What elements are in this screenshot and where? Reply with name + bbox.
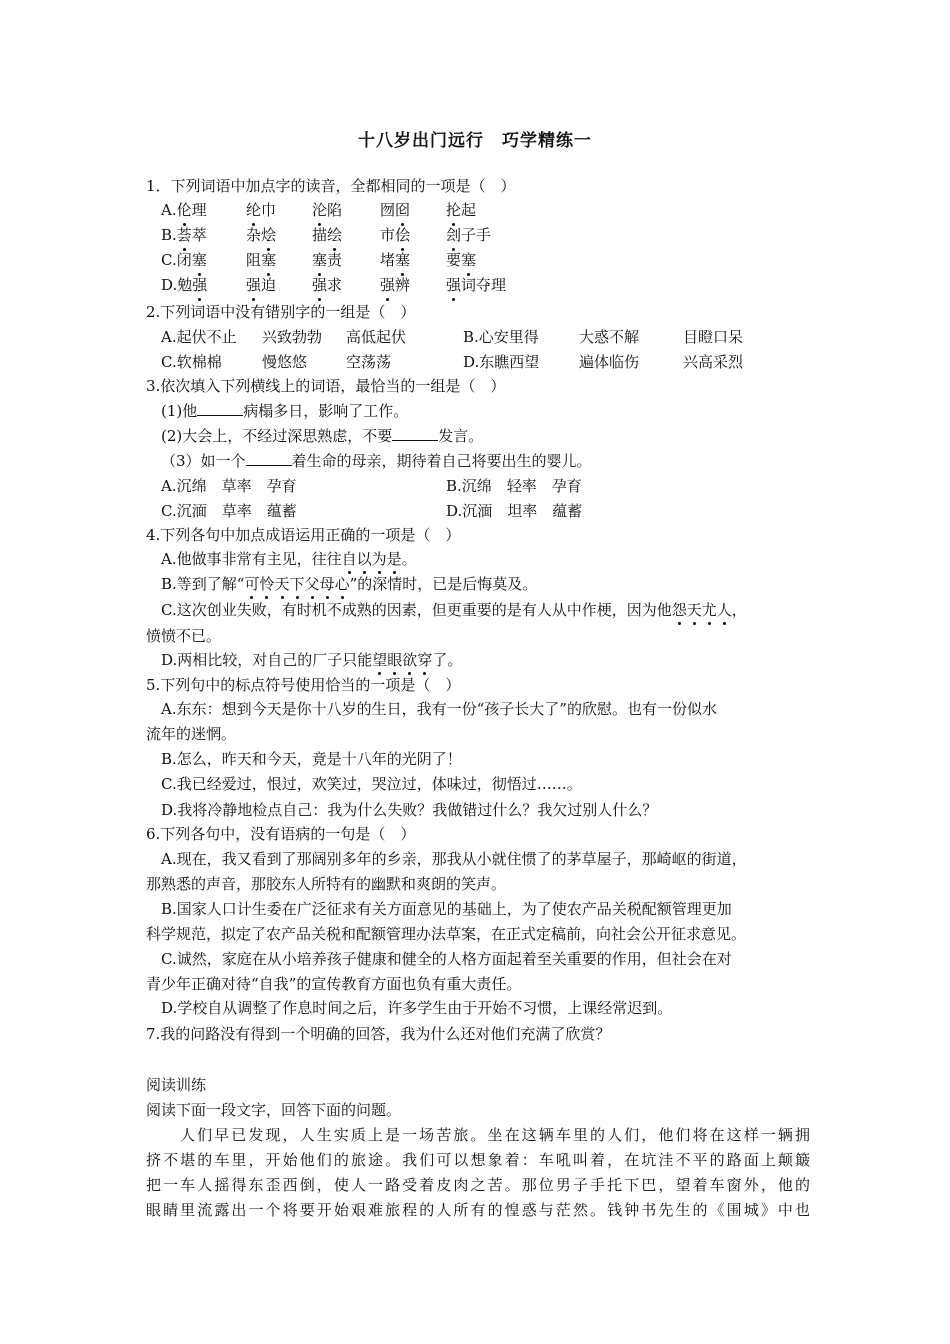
q2-c-1: C.软棉棉 [161, 353, 222, 371]
q4-c-end: ， [731, 601, 747, 619]
q3-option-a: A.沉绵 草率 孕育 [161, 477, 297, 495]
q6-option-b-line2: 科学规范，拟定了农产品关税和配额管理办法草案，在正式定稿前，向社会公开征求意见。 [146, 925, 747, 943]
q4-b-end: ”的深情时，已是后悔莫及。 [349, 575, 538, 593]
q4-b-text: B.等到了解“ [161, 575, 245, 593]
emphasis-char: 塞 [312, 251, 328, 269]
q1-option-d [161, 275, 825, 295]
page-title: 十八岁出门远行 巧学精练一 [358, 131, 592, 151]
emphasis-char: 以 [356, 550, 372, 568]
q2-options-cd [161, 352, 825, 372]
q5-option-d: D.我将冷静地检点自己：我为什么失败？我做错过什么？我欠过别人什么？ [161, 801, 658, 819]
q6-option-c-line2: 青少年正确对待“自我”的宣传教育方面也负有重大责任。 [146, 975, 522, 993]
reading-paragraph-line3: 把一车人摇得东歪西倒，使人一路受着皮肉之苦。那位男子手托下巴，望着车窗外，他的 [146, 1176, 810, 1194]
q1-a-1: A.伦理 [161, 201, 207, 219]
q2-b-3: 目瞪口呆 [683, 328, 744, 346]
emphasis-char: 下 [289, 575, 305, 593]
q3-options-ab [161, 476, 825, 496]
emphasis-char: 母 [319, 575, 335, 593]
emphasis-char: 自 [341, 550, 357, 568]
q4-b-idiom [244, 575, 349, 593]
reading-paragraph-line1: 人们早已发现，人生实质上是一场苦旅。坐在这辆车里的人们，他们将在这样一辆拥 [180, 1126, 810, 1144]
reading-instruction: 阅读下面一段文字，回答下面的问题。 [146, 1101, 402, 1119]
q1-option-c [161, 250, 825, 270]
q1-c-4: 堵塞 [380, 251, 411, 269]
q3-options-cd [161, 501, 825, 521]
q4-option-c-line2: 愤愤不已。 [146, 627, 222, 645]
q4-d-idiom [372, 651, 432, 669]
q2-c-3: 空荡荡 [346, 353, 392, 371]
emphasis-char: 塞 [461, 251, 477, 269]
q1-a-4: 囫囵 [380, 201, 411, 219]
q3-s3-blank [246, 451, 292, 466]
reading-paragraph-line4: 眼睛里流露出一个将要开始艰难旅程的人所有的惶惑与茫然。钱钟书先生的《围城》中也 [146, 1201, 810, 1219]
q1-a-5: 抡起 [446, 201, 477, 219]
emphasis-char: 望 [372, 651, 388, 669]
q1-c-2: 阻塞 [246, 251, 277, 269]
q3-s3-after: 着生命的母亲，期待着自己将要出生的婴儿。 [291, 452, 592, 470]
q2-a-2: 兴致勃勃 [262, 328, 323, 346]
q3-s1-after: 病榻多日，影响了工作。 [243, 402, 409, 420]
q3-option-c: C.沉湎 草率 蕴蓄 [161, 502, 297, 520]
q4-option-c-line1 [161, 600, 810, 620]
emphasis-char: 抡 [446, 201, 462, 219]
emphasis-char: 绘 [327, 226, 343, 244]
q1-d-2: 强迫 [246, 276, 277, 294]
emphasis-char: 塞 [191, 251, 207, 269]
q5-option-b: B.怎么，昨天和今天，竟是十八年的光阴了！ [161, 750, 462, 768]
emphasis-char: 囵 [395, 201, 411, 219]
q4-c-text: C.这次创业失败，有时机不成熟的因素，但更重要的是有人从中作梗，因为他 [161, 601, 672, 619]
q1-a-2: 纶巾 [246, 201, 277, 219]
q3-s3-before: （3）如一个 [161, 452, 246, 470]
q6-stem: 6.下列各句中，没有语病的一句是（ ） [146, 825, 416, 843]
emphasis-char: 强 [380, 276, 396, 294]
emphasis-char: 心 [334, 575, 350, 593]
q1-c-3: 塞责 [312, 251, 343, 269]
emphasis-char: 侩 [395, 226, 411, 244]
emphasis-char: 荟 [176, 226, 192, 244]
q1-d-1: D.勉强 [161, 276, 208, 294]
emphasis-char: 欲 [402, 651, 418, 669]
q3-s2-blank [392, 426, 438, 441]
q2-stem: 2.下列词语中没有错别字的一组是（ ） [146, 303, 416, 321]
q3-sentence-1 [161, 401, 825, 421]
emphasis-char: 纶 [246, 201, 262, 219]
emphasis-char: 强 [246, 276, 262, 294]
q1-b-5: 刽子手 [446, 226, 492, 244]
q5-option-a-line2: 流年的迷惘。 [146, 725, 237, 743]
q1-stem: 1．下列词语中加点字的读音，全都相同的一项是（ ） [146, 177, 516, 195]
emphasis-char: 眼 [387, 651, 403, 669]
q3-option-d: D.沉湎 坦率 蕴蓄 [446, 502, 583, 520]
emphasis-char: 强 [446, 276, 462, 294]
emphasis-char: 强 [192, 276, 208, 294]
emphasis-char: 为 [371, 550, 387, 568]
q1-c-5: 要塞 [446, 251, 477, 269]
q4-d-text: D.两相比较，对自己的厂子只能 [161, 651, 373, 669]
q1-d-3: 强求 [312, 276, 343, 294]
q2-a-1: A.起伏不止 [161, 328, 237, 346]
q3-sentence-2 [161, 426, 825, 446]
q5-option-c: C.我已经爱过，恨过，欢笑过，哭泣过，体味过，彻悟过……。 [161, 775, 582, 793]
emphasis-char: 怜 [259, 575, 275, 593]
q2-b-2: 大惑不解 [579, 328, 640, 346]
q6-option-a-line1: A.现在，我又看到了那阔别多年的乡亲，那我从小就住惯了的茅草屋子，那崎岖的街道， [161, 850, 747, 868]
q4-a-idiom [342, 550, 402, 568]
q4-option-d [161, 650, 825, 670]
emphasis-char: 天 [686, 601, 702, 619]
q7-stem: 7.我的问路没有得到一个明确的回答，我为什么还对他们充满了欣赏？ [146, 1025, 611, 1043]
emphasis-char: 可 [244, 575, 260, 593]
emphasis-char: 天 [274, 575, 290, 593]
q2-a-3: 高低起伏 [346, 328, 407, 346]
q2-d-2: 遍体临伤 [579, 353, 640, 371]
q1-option-b [161, 225, 825, 245]
emphasis-char: 是 [386, 550, 402, 568]
q6-option-c-line1: C.诚然，家庭在从小培养孩子健康和健全的人格方面起着至关重要的作用，但社会在对 [161, 950, 732, 968]
reading-paragraph-line2: 挤不堪的车里，开始他们的旅途。我们可以想象着：车吼叫着，在坑洼不平的路面上颠簸 [146, 1151, 810, 1169]
emphasis-char: 怨 [671, 601, 687, 619]
q1-a-3: 沦陷 [312, 201, 343, 219]
emphasis-char: 人 [716, 601, 732, 619]
q1-b-3: 描绘 [312, 226, 343, 244]
q4-option-b [161, 574, 825, 594]
q4-stem: 4.下列各句中加点成语运用正确的一项是（ ） [146, 526, 461, 544]
q6-option-d: D.学校自从调整了作息时间之后，许多学生由于开始不习惯，上课经常迟到。 [161, 999, 673, 1017]
q3-option-b: B.沉绵 轻率 孕育 [446, 477, 582, 495]
q5-stem: 5.下列句中的标点符号使用恰当的一项是（ ） [146, 676, 461, 694]
q1-d-5: 强词夺理 [446, 276, 507, 294]
q4-c-idiom [672, 601, 732, 619]
q3-stem: 3.依次填入下列横线上的词语，最恰当的一组是（ ） [146, 377, 506, 395]
q3-s1-blank [197, 401, 243, 416]
emphasis-char: 沦 [312, 201, 328, 219]
emphasis-char: 塞 [261, 251, 277, 269]
q4-d-end: 了。 [432, 651, 463, 669]
emphasis-char: 塞 [395, 251, 411, 269]
q1-b-1: B.荟萃 [161, 226, 207, 244]
q2-b-1: B.心安里得 [463, 328, 539, 346]
q4-a-end: 。 [401, 550, 417, 568]
emphasis-char: 穿 [417, 651, 433, 669]
q2-c-2: 慢悠悠 [262, 353, 308, 371]
q1-b-4: 市侩 [380, 226, 411, 244]
q4-option-a [161, 549, 825, 569]
emphasis-char: 烩 [261, 226, 277, 244]
q1-option-a [161, 200, 825, 220]
emphasis-char: 尤 [701, 601, 717, 619]
q6-option-b-line1: B.国家人口计生委在广泛征求有关方面意见的基础上，为了使农产品关税配额管理更加 [161, 900, 732, 918]
q2-d-1: D.东瞧西望 [463, 353, 540, 371]
q3-s2-after: 发言。 [438, 427, 484, 445]
q3-s1-before: (1)他 [161, 402, 198, 420]
q1-c-1: C.闭塞 [161, 251, 207, 269]
q5-option-a-line1: A.东东：想到今天是你十八岁的生日，我有一份“孩子长大了”的欣慰。也有一份似水 [161, 700, 717, 718]
q4-a-text: A.他做事非常有主见，往往 [161, 550, 342, 568]
emphasis-char: 刽 [446, 226, 462, 244]
q6-option-a-line2: 那熟悉的声音，那胶东人所特有的幽默和爽朗的笑声。 [146, 875, 507, 893]
q3-s2-before: (2)大会上，不经过深思熟虑，不要 [161, 427, 393, 445]
q2-options-ab [161, 327, 825, 347]
emphasis-char: 强 [312, 276, 328, 294]
reading-heading: 阅读训练 [146, 1076, 207, 1094]
q1-d-4: 强辨 [380, 276, 411, 294]
emphasis-char: 伦 [176, 201, 192, 219]
q2-d-3: 兴高采烈 [683, 353, 744, 371]
q3-sentence-3 [161, 451, 825, 471]
q1-b-2: 杂烩 [246, 226, 277, 244]
emphasis-char: 父 [304, 575, 320, 593]
